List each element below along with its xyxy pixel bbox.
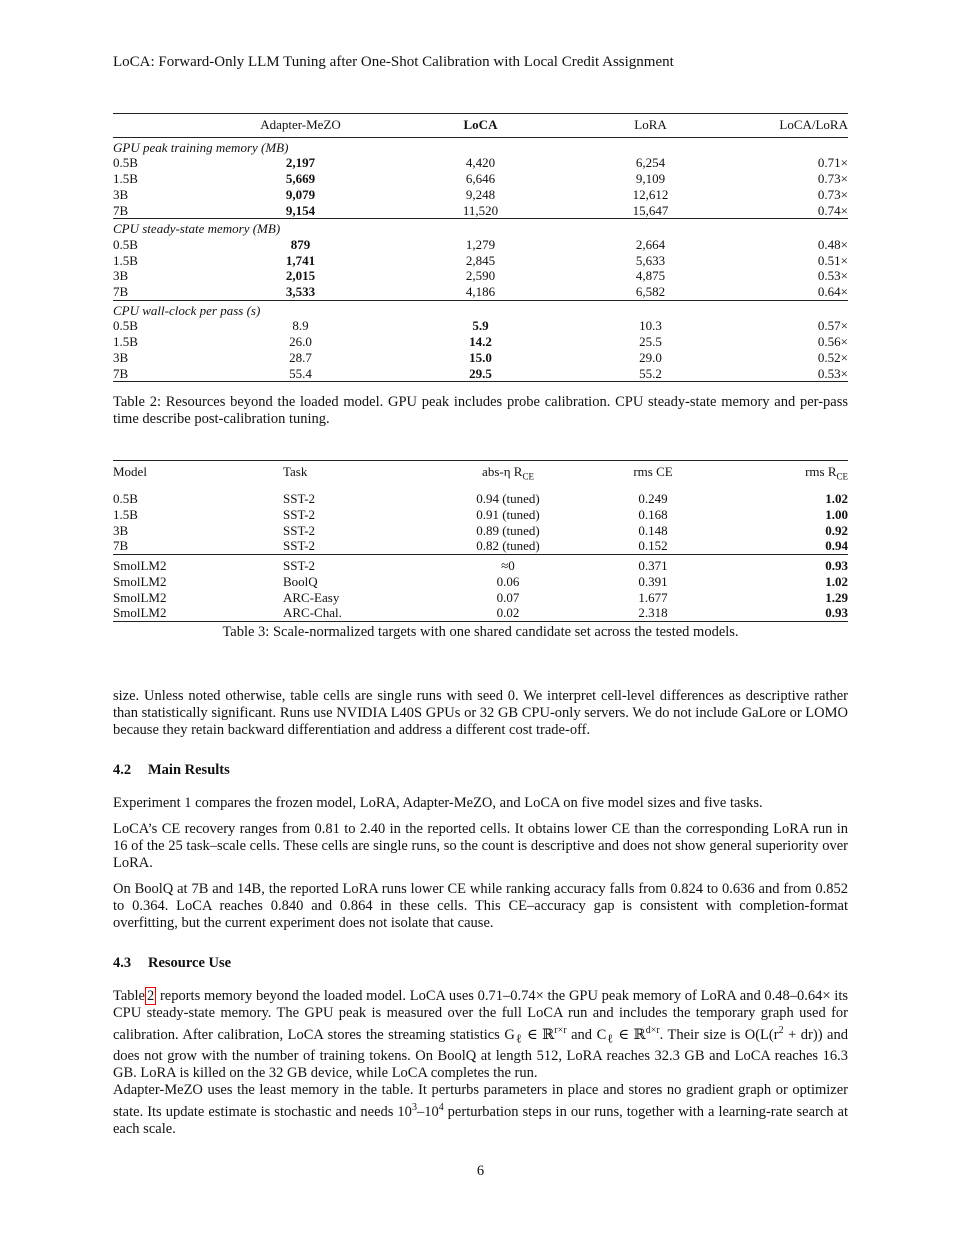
t3-header-model: Model [113,461,283,490]
t2-header-0 [113,114,213,138]
t2-cell: 12,612 [632,186,669,202]
p43a-part-1: Table [113,988,145,1004]
t2-cell: 3B [113,186,129,202]
table-3-caption: Table 3: Scale-normalized targets with one shared candidate set across the tested models. [222,624,739,640]
t2-cell: 55.2 [573,366,728,382]
t2-section-title: CPU wall-clock per pass (s) [113,300,848,318]
t2-cell: 1.5B [113,171,138,187]
t2-cell: 9,079 [285,186,316,202]
t2-cell: 10.3 [639,318,662,334]
t2-cell: 1,279 [465,236,496,252]
t2-cell: 1.5B [113,334,138,350]
t3-row [113,489,848,507]
t2-cell: 26.0 [289,334,312,350]
t3-cell: 0.06 [496,573,520,589]
t3-header-rms-ce: rms CE [588,461,718,490]
section-4-2-title: Main Results [148,762,230,778]
section-4-2-number: 4.2 [113,762,132,778]
t2-cell: 29.5 [388,366,573,382]
t3-header-abs-eta-text: abs-η R [482,464,523,479]
t2-cell: 0.53× [817,268,848,284]
p43a-sup-rxr: r×r [554,1025,567,1036]
table-2-caption: Table 2: Resources beyond the loaded model. GPU peak includes probe calibration. CPU steady-state memory and per-pass time describe post-calibration tuning. [113,394,848,427]
t2-cell: 9,154 [285,202,316,218]
t2-cell: 11,520 [462,202,499,218]
t2-row [113,203,848,219]
p43a-part-6: . Their size is O(L(r [659,1026,779,1043]
p43a-sub-l-2: ℓ [606,1031,614,1046]
t3-header-rms-r-sub: CE [836,471,848,482]
t2-cell: 1,741 [285,252,316,268]
t3-header-abs-eta [428,461,588,490]
t2-cell: 2,590 [465,268,496,284]
t3-cell: 0.249 [638,491,668,507]
t3-cell: 0.92 [825,522,848,538]
t3-cell: SmolLM2 [113,555,283,574]
paragraph-4-2-c: On BoolQ at 7B and 14B, the reported LoRA runs lower CE while ranking accuracy falls from 0.824 to 0.636 and from 0.852 to 0.364. LoCA reaches 0.840 and 0.864 in these cells. This CE–accuracy gap is consistent with completion-format overfitting, but the current experiment does not isolate that cause. [113,881,848,931]
t2-cell: 879 [290,236,311,252]
t3-row [113,523,848,539]
t3-cell: SmolLM2 [113,573,167,589]
t2-cell: 6,254 [635,155,666,171]
t2-row [113,350,848,366]
t3-cell: 1.02 [825,573,848,589]
t2-row [113,187,848,203]
t2-cell: 6,582 [635,284,666,300]
t2-cell: 3B [113,349,129,365]
p43a-part-3: ∈ ℝ [526,1026,555,1043]
t2-cell: 0.73× [817,186,848,202]
t2-cell: 0.57× [817,318,848,334]
t3-row [113,605,848,621]
t2-row [113,334,848,350]
t3-cell: 3B [113,522,129,538]
paragraph-4-3-b [113,1082,848,1138]
t2-cell: 0.5B [113,155,138,171]
t2-cell: 15.0 [469,349,492,365]
t2-header-1: Adapter-MeZO [213,114,388,138]
t2-cell: 1.5B [113,252,138,268]
t2-cell: 0.5B [113,318,138,334]
t3-cell: 0.07 [496,589,520,605]
t2-cell: 14.2 [469,334,492,350]
t2-cell: 2,197 [285,155,316,171]
t2-cell: 4,420 [465,155,496,171]
p43a-part-4: and C [571,1026,607,1043]
t3-cell: 0.94 (tuned) [476,491,540,507]
t2-section-title: GPU peak training memory (MB) [113,137,848,155]
t3-cell: 0.371 [588,555,718,574]
t3-header-rms-r-text: rms R [805,464,837,479]
t2-cell: 4,186 [465,284,496,300]
t2-cell: 0.56× [817,334,848,350]
t3-cell: 0.89 (tuned) [476,522,540,538]
t2-cell: 5.9 [472,318,489,334]
t3-cell: SST-2 [283,555,428,574]
t3-cell: ARC-Easy [283,589,340,605]
t3-cell: 0.93 [718,555,848,574]
t3-cell: SmolLM2 [113,605,283,621]
t2-cell: 2,845 [465,252,496,268]
p43b-part-1: Adapter-MeZO uses the least memory in the table. It perturbs parameters in place and stores no gradient graph or optimizer state. Its update estimate is stochastic and needs 10 [113,1082,848,1120]
t2-cell: 0.5B [113,236,138,252]
t3-cell: 0.82 (tuned) [476,538,540,554]
section-4-2-heading [113,762,230,779]
t3-row [113,555,848,574]
t3-row [113,507,848,523]
t2-cell: 3,533 [285,284,316,300]
t2-header-2: LoCA [388,114,573,138]
t3-cell: 1.5B [113,507,138,522]
t3-row [113,590,848,606]
t3-cell: 0.93 [718,605,848,621]
section-4-3-title: Resource Use [148,955,232,971]
t2-cell: 5,669 [285,171,316,187]
t3-cell: SST-2 [283,507,316,522]
t2-cell: 28.7 [289,349,312,365]
paragraph-intro: size. Unless noted otherwise, table cells are single runs with seed 0. We interpret cell-level differences as descriptive rather than statistically significant. Runs use NVIDIA L40S GPUs or 32 GB CPU-only servers. We do not include GaLore or LOMO because they retain backward differentiation and address a different cost trade-off. [113,688,848,738]
t2-row [113,366,848,382]
paragraph-4-2-a: Experiment 1 compares the frozen model, LoRA, Adapter-MeZO, and LoCA on five model sizes and five tasks. [113,795,763,811]
t3-cell: 0.94 [825,538,848,554]
t3-cell: 0.5B [113,491,138,507]
t2-cell: 0.48× [817,236,848,252]
page-number: 6 [476,1163,485,1179]
paragraph-4-3-a [113,988,848,1082]
p43a-part-2: reports memory beyond the loaded model. LoCA uses 0.71–0.74× the GPU peak memory of LoRA and 0.48–0.64× its CPU steady-state memory. The GPU peak is measured over the full LoCA run and includes the temporary graph used for calibration. After calibration, LoCA stores the streaming statistics G [113,988,849,1043]
t3-cell: SST-2 [283,538,316,554]
t3-cell: 0.152 [638,538,668,554]
t2-row [113,171,848,187]
t2-cell: 9,109 [635,171,666,187]
t3-cell: 7B [113,538,129,554]
t2-cell: 0.53× [728,366,848,382]
t2-cell: 7B [113,202,129,218]
p43a-sub-l-1: ℓ [514,1031,523,1046]
t2-row [113,284,848,300]
p43a-sup-2: 2 [778,1025,784,1036]
t2-row [113,318,848,334]
t3-cell: 1.02 [825,491,848,507]
t3-cell: SST-2 [283,522,316,538]
t3-body [113,489,848,621]
t2-section-header [113,219,848,237]
t2-header-4: LoCA/LoRA [728,114,848,138]
t3-cell: 1.00 [825,507,848,522]
t2-cell: 0.51× [817,252,848,268]
table-2 [113,113,848,382]
t2-row [113,155,848,171]
t2-cell: 29.0 [639,349,662,365]
t2-cell: 0.74× [817,202,848,218]
t3-cell: ≈0 [428,555,588,574]
t3-cell: 2.318 [588,605,718,621]
t3-header-rms-r [718,461,848,490]
t3-cell: 0.391 [638,573,668,589]
p43a-part-5: ∈ ℝ [618,1026,646,1043]
t2-section-header [113,137,848,155]
p43b-sup-4: 4 [438,1102,444,1113]
t2-cell: 15,647 [632,202,669,218]
t3-row [113,574,848,590]
t3-cell: 0.02 [428,605,588,621]
t2-cell: 0.71× [817,155,848,171]
t2-row [113,268,848,284]
t3-cell: SST-2 [283,491,316,507]
t2-cell: 25.5 [639,334,662,350]
t3-header-task: Task [283,461,428,490]
t2-row [113,253,848,269]
t2-cell: 2,664 [635,236,666,252]
t2-cell: 7B [113,366,213,382]
t2-cell: 4,875 [635,268,666,284]
t2-section-title: CPU steady-state memory (MB) [113,219,848,237]
t3-cell: BoolQ [283,573,318,589]
section-4-3-number: 4.3 [113,955,132,971]
t2-cell: 2,015 [285,268,316,284]
t2-cell: 5,633 [635,252,666,268]
t2-body [113,137,848,382]
p43a-sup-dxr: d×r [645,1025,660,1036]
t2-header-3: LoRA [573,114,728,138]
t3-cell: ARC-Chal. [283,605,428,621]
t2-cell: 7B [113,284,129,300]
t3-cell: 0.91 (tuned) [476,507,540,522]
p43b-part-2: –10 [416,1103,439,1120]
t3-cell: 0.148 [638,522,668,538]
p43b-sup-3: 3 [411,1102,417,1113]
section-4-3-heading [113,955,231,972]
paragraph-4-2-b: LoCA’s CE recovery ranges from 0.81 to 2.40 in the reported cells. It obtains lower CE than the corresponding LoRA run in 16 of the 25 task–scale cells. These cells are single runs, so the count is descriptive and does not show general superiority over LoRA. [113,821,848,871]
t3-cell: SmolLM2 [113,589,167,605]
t2-section-header [113,300,848,318]
t3-row [113,538,848,554]
table-2-ref-link[interactable]: 2 [147,988,155,1004]
t2-cell: 6,646 [465,171,496,187]
p43b-part-3: perturbation steps in our runs, together with a learning-rate search at each scale. [113,1103,848,1137]
table-3 [113,460,848,622]
t2-cell: 3B [113,268,129,284]
t2-cell: 8.9 [292,318,309,334]
t2-cell: 9,248 [465,186,496,202]
t2-cell: 0.73× [817,171,848,187]
t2-cell: 0.64× [817,284,848,300]
p43a-part-7: + dr)) and does not grow with the number of training tokens. On BoolQ at length 512, LoRA reaches 32.3 GB and LoCA reaches 16.3 GB. LoRA is killed on the 32 GB device, while LoCA completes the run. [113,1026,848,1081]
t3-cell: 1.29 [825,589,848,605]
t3-cell: 1.677 [638,589,668,605]
t2-row [113,237,848,253]
t3-cell: 0.168 [638,507,668,522]
t3-header-abs-eta-sub: CE [522,471,534,482]
t2-cell: 0.52× [817,349,848,365]
running-head: LoCA: Forward-Only LLM Tuning after One-Shot Calibration with Local Credit Assignment [113,54,674,70]
t2-cell: 55.4 [213,366,388,382]
